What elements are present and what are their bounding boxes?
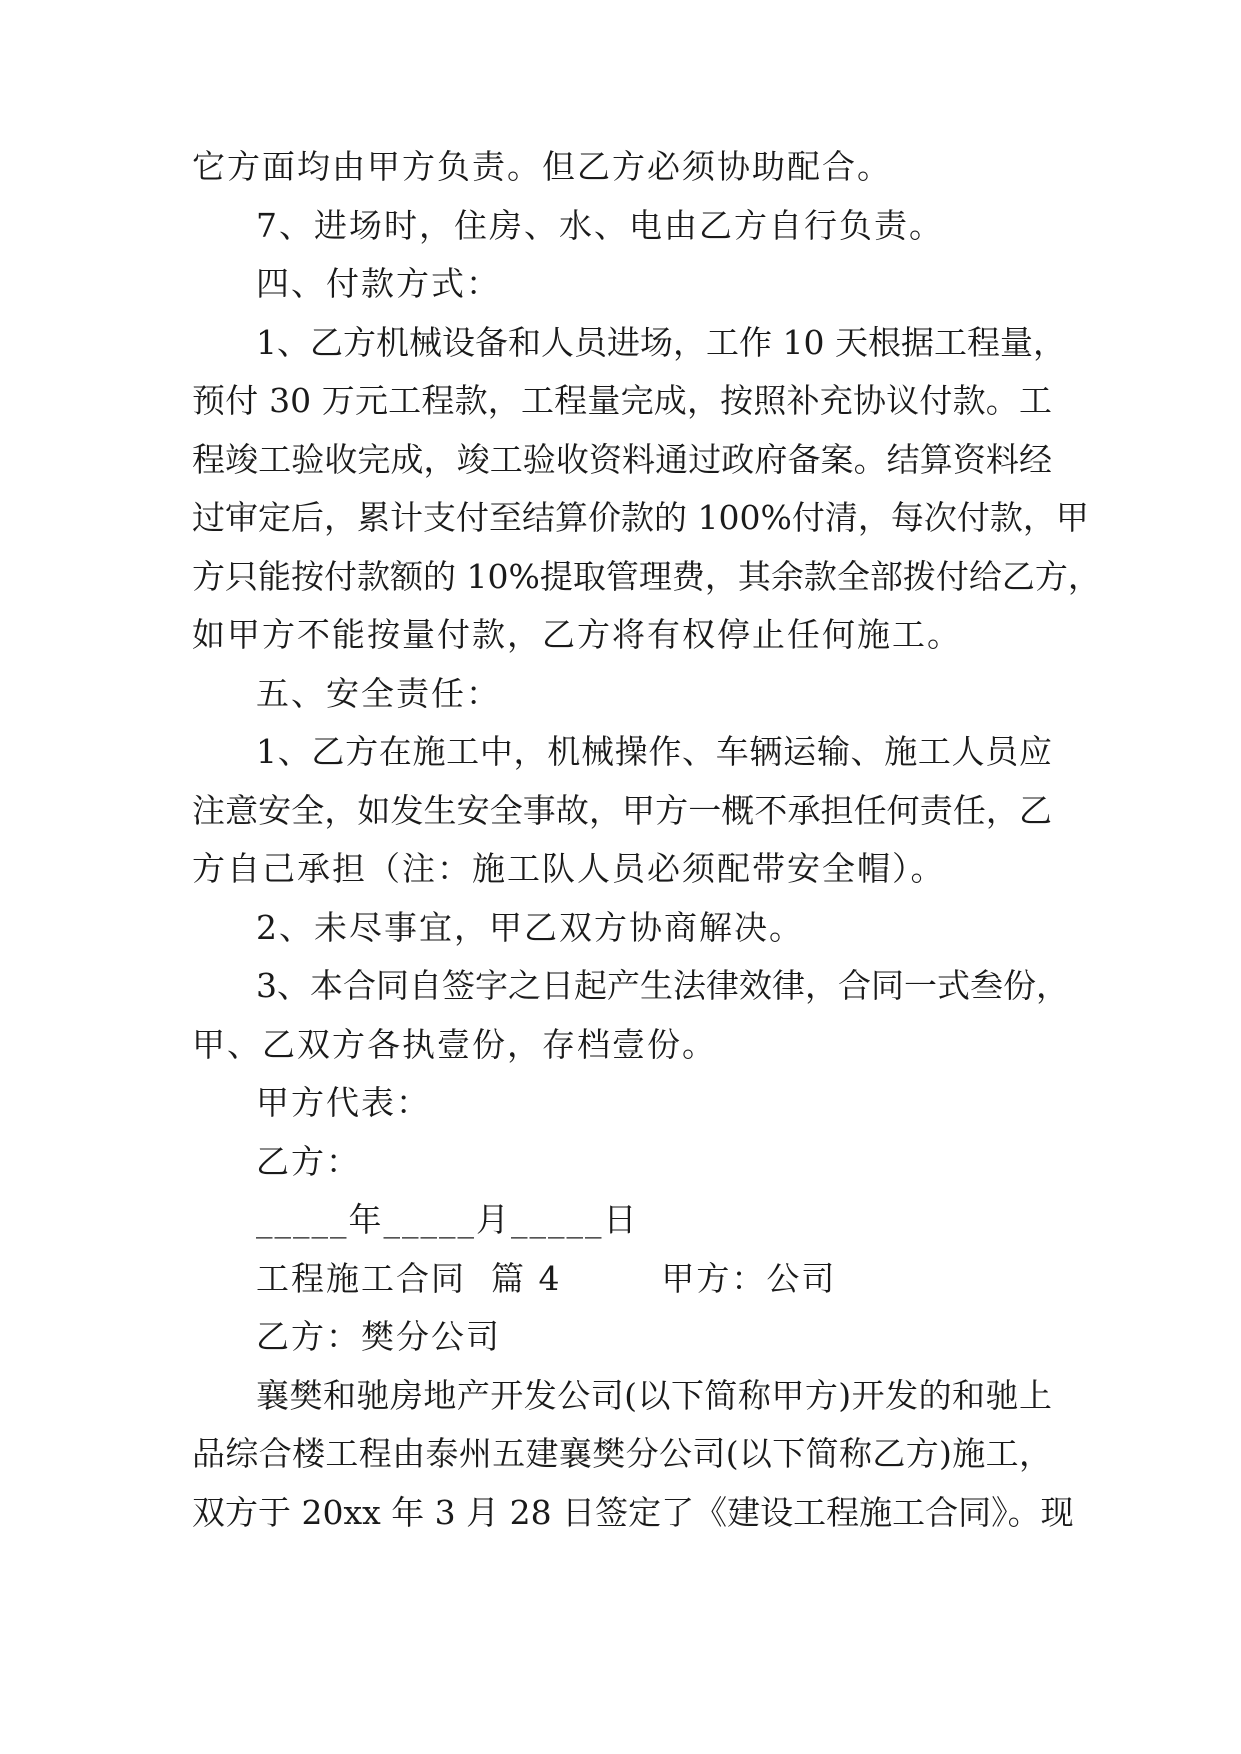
text-line-23: 品综合楼工程由泰州五建襄樊分公司(以下简称乙方)施工， — [192, 1434, 1052, 1473]
text-line-05: 预付 30 万元工程款，工程量完成，按照补充协议付款。工 — [192, 381, 1052, 420]
text-line-08: 方只能按付款额的 10%提取管理费，其余款全部拨付给乙方， — [192, 557, 1101, 596]
text-line-12: 注意安全，如发生安全事故，甲方一概不承担任何责任，乙 — [192, 791, 1052, 830]
text-line-24: 双方于 20xx 年 3 月 28 日签定了《建设工程施工合同》。现 — [192, 1493, 1074, 1532]
text-line-04: 1、乙方机械设备和人员进场，工作 10 天根据工程量， — [256, 323, 1066, 362]
text-line-15: 3、本合同自签字之日起产生法律效律，合同一式叁份， — [256, 966, 1069, 1005]
date-blank: _____年_____月_____日 — [256, 1200, 639, 1239]
party-b-company: 乙方：樊分公司 — [256, 1317, 501, 1356]
text-line-16: 甲、乙双方各执壹份，存档壹份。 — [192, 1025, 717, 1064]
text-line-09: 如甲方不能按量付款，乙方将有权停止任何施工。 — [192, 615, 962, 654]
text-line-11: 1、乙方在施工中，机械操作、车辆运输、施工人员应 — [256, 732, 1052, 771]
party-a-representative: 甲方代表： — [256, 1083, 431, 1122]
contract-title-section-4: 工程施工合同 篇 4 甲方：公司 — [256, 1259, 837, 1298]
text-line-07: 过审定后，累计支付至结算价款的 100%付清，每次付款，甲 — [192, 498, 1089, 537]
text-line-06: 程竣工验收完成，竣工验收资料通过政府备案。结算资料经 — [192, 440, 1052, 479]
section-heading-payment: 四、付款方式： — [256, 264, 501, 303]
text-line-02: 7、进场时，住房、水、电由乙方自行负责。 — [256, 206, 944, 245]
section-heading-safety: 五、安全责任： — [256, 674, 501, 713]
text-line-13: 方自己承担（注：施工队人员必须配带安全帽）。 — [192, 849, 946, 888]
text-line-01: 它方面均由甲方负责。但乙方必须协助配合。 — [192, 147, 892, 186]
text-line-22: 襄樊和驰房地产开发公司(以下简称甲方)开发的和驰上 — [256, 1376, 1052, 1415]
text-line-14: 2、未尽事宜，甲乙双方协商解决。 — [256, 908, 804, 947]
party-b-label: 乙方： — [256, 1142, 361, 1181]
